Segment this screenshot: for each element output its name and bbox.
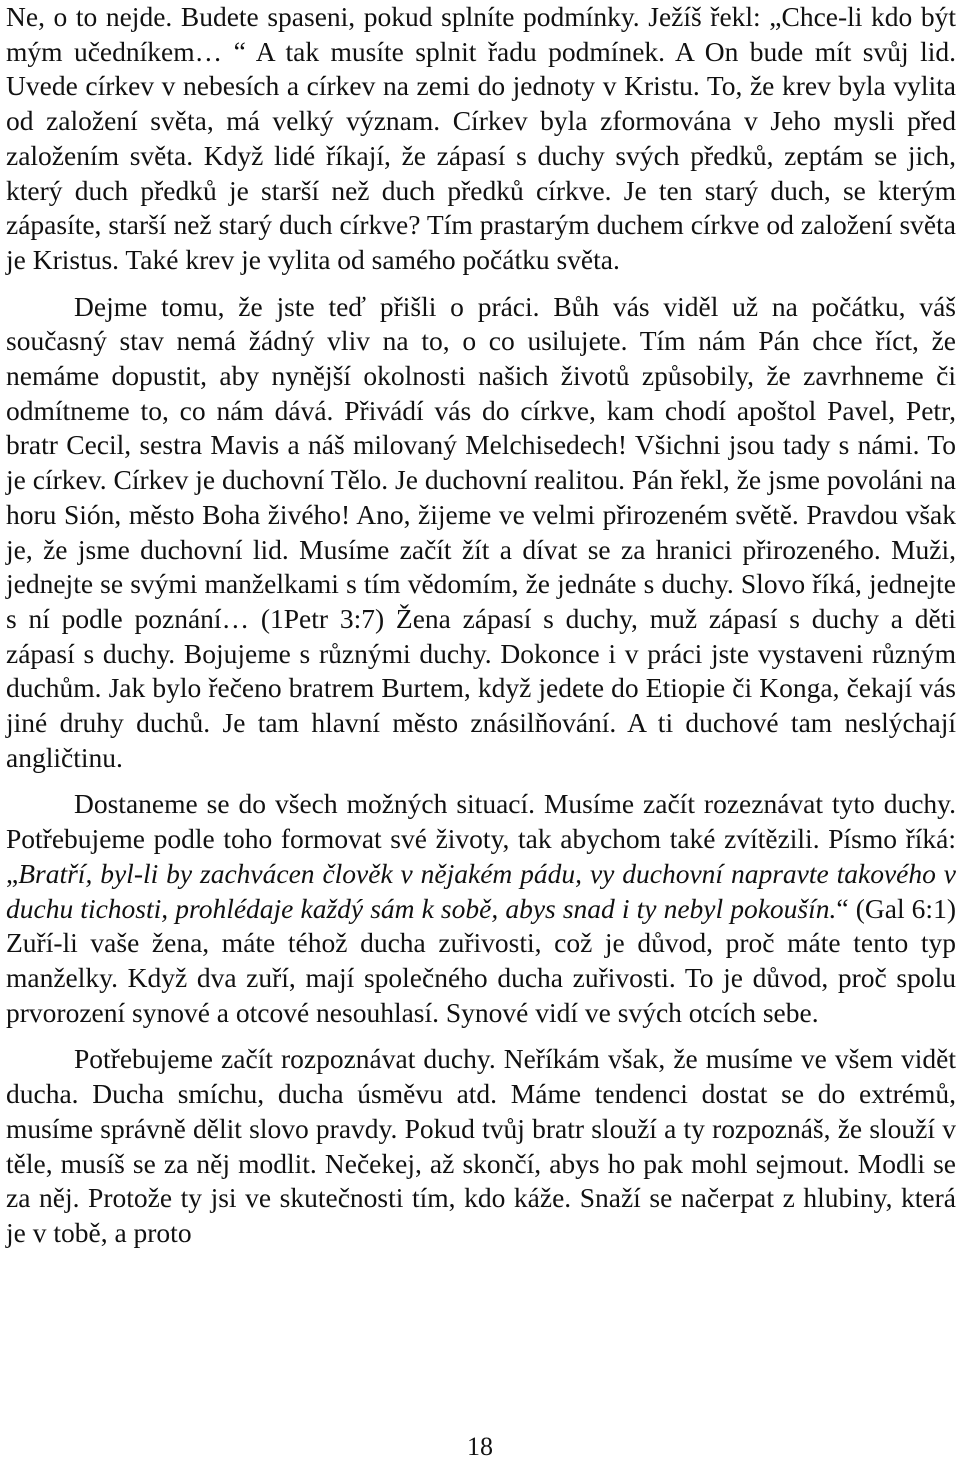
- paragraph-1: [6, 0, 956, 278]
- paragraph-4-text: Potřebujeme začít rozpoznávat duchy. Neříkám však, že musíme ve všem vidět ducha. Ducha smíchu, ducha úsměvu atd. Máme tendenci dostat se do extrémů, musíme správně dělit slovo pravdy. Pokud tvůj bratr slouží a ty rozpoznáš, že slouží v těle, musíš se za něj modlit. Nečekej, až skončí, abys ho pak mohl sejmout. Modli se za něj. Protože ty jsi ve skutečnosti tím, kdo káže. Snaží se načerpat z hlubiny, která je v tobě, a proto: [6, 1043, 956, 1248]
- page-number: 18: [467, 1432, 493, 1461]
- paragraph-4: [6, 1042, 956, 1250]
- paragraph-3-text-start: Dostaneme se do všech možných situací. Musíme začít rozeznávat tyto duchy. Potřebujeme podle toho formovat své životy, tak abychom také zvítězili. Písmo říká: „: [6, 788, 956, 889]
- paragraph-2-text: Dejme tomu, že jste teď přišli o práci. Bůh vás viděl už na počátku, váš současný stav nemá žádný vliv na to, o co usilujete. Tím nám Pán chce říct, že nemáme dopustit, aby nynější okolnosti našich životů způsobily, že zavrhneme či odmítneme to, co nám dává. Přivádí vás do církve, kam chodí apoštol Pavel, Petr, bratr Cecil, sestra Mavis a náš milovaný Melchisedech! Všichni jsou tady s námi. To je církev. Církev je duchovní Tělo. Je duchovní realitou. Pán řekl, že jsme povoláni na horu Sión, město Boha živého! Ano, žijeme ve velmi přirozeném světě. Pravdou však je, že jsme duchovní lid. Musíme začít žít a dívat se za hranici přirozeného. Muži, jednejte se svými manželkami s tím vědomím, že jednáte s duchy. Slovo říká, jednejte s ní podle poznání… (1Petr 3:7) Žena zápasí s duchy, muž zápasí s duchy a děti zápasí s duchy. Bojujeme s různými duchy. Dokonce i v práci jste vystaveni různým duchům. Jak bylo řečeno bratrem Burtem, když jedete do Etiopie či Konga, čekají vás jiné druhy duchů. Je tam hlavní město znásilňování. A ti duchové tam neslýchají angličtinu.: [6, 290, 956, 773]
- paragraph-1-text: Ne, o to nejde. Budete spaseni, pokud splníte podmínky. Ježíš řekl: „Chce-li kdo být mým učedníkem… “ A tak musíte splnit řadu podmínek. A On bude mít svůj lid. Uvede církev v nebesích a církev na zemi do jednoty v Kristu. To, že krev byla vylita od založení světa, má velký význam. Církev byla zformována v Jeho mysli před založením světa. Když lidé říkají, že zápasí s duchy svých předků, zeptám se jich, který duch předků je starší než duch předků církve. Je ten starý duch, se kterým zápasíte, starší než starý duch církve? Tím prastarým duchem církve od založení světa je Kristus. Také krev je vylita od samého počátku světa.: [6, 1, 956, 275]
- paragraph-3: [6, 787, 956, 1030]
- paragraph-2: [6, 290, 956, 776]
- scripture-quote: Bratří, byl-li by zachvácen člověk v nějakém pádu, vy duchovní napravte takového v duchu tichosti, prohlédaje každý sám k sobě, abys snad i ty nebyl pokoušín.: [6, 857, 956, 924]
- paragraph-3-text-end: “ (Gal 6:1) Zuří-li vaše žena, máte téhož ducha zuřivosti, což je důvod, proč máte tento typ manželky. Když dva zuří, mají společného ducha zuřivosti. To je důvod, proč spolu prvorození synové a otcové nesouhlasí. Synové vidí ve svých otcích sebe.: [6, 892, 956, 1028]
- document-body: [6, 0, 956, 1251]
